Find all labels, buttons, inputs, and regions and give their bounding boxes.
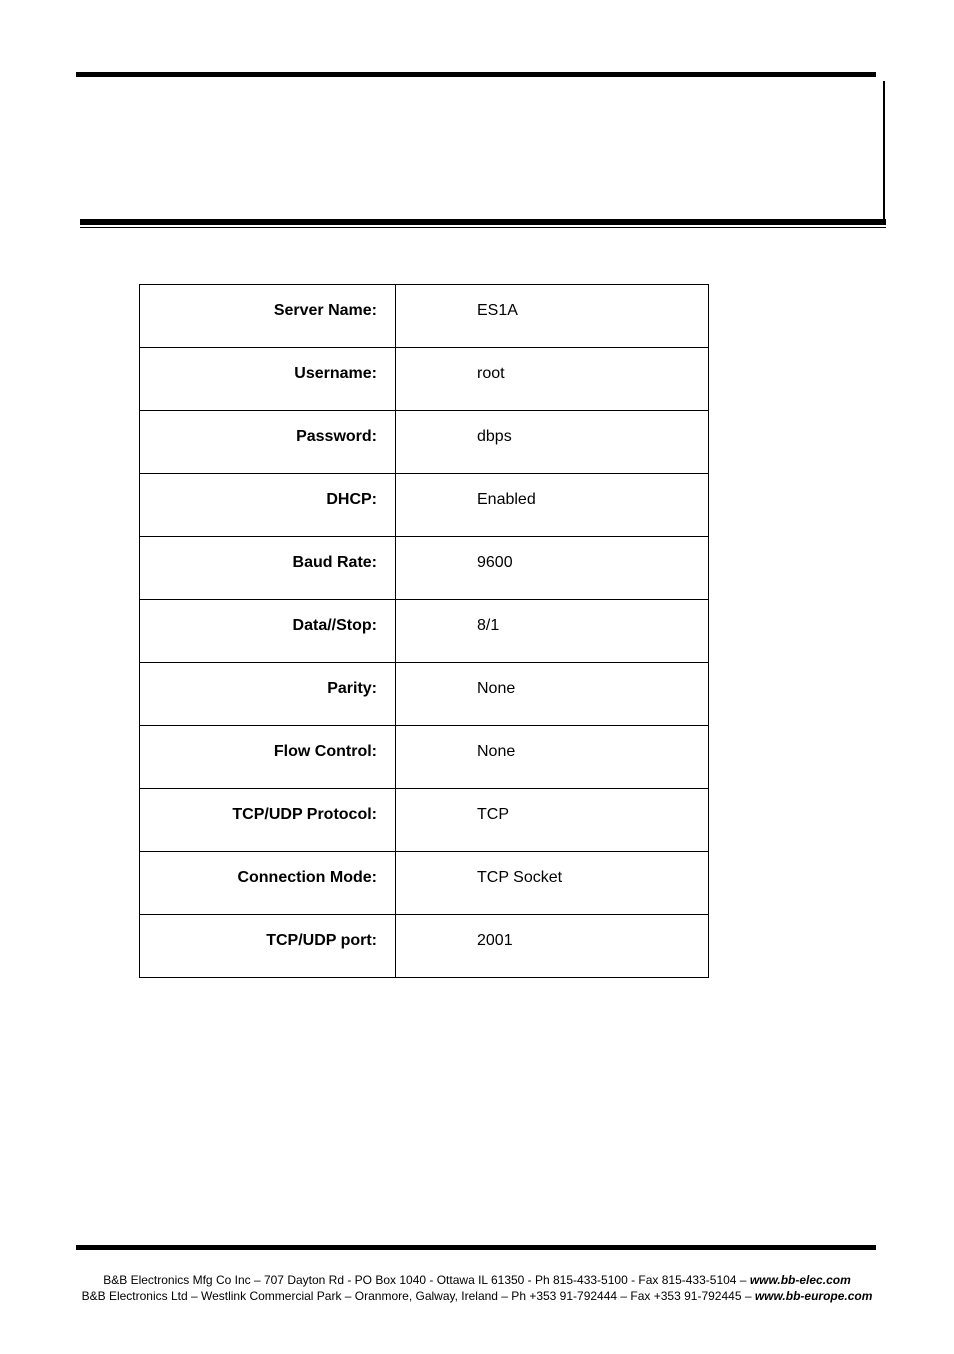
setting-label-password: Password:: [140, 411, 396, 474]
setting-value-tcp-udp-port: 2001: [396, 915, 709, 978]
settings-table: [139, 284, 709, 978]
setting-label-connection-mode: Connection Mode:: [140, 852, 396, 915]
setting-label-parity: Parity:: [140, 663, 396, 726]
footer-link-bb-elec[interactable]: www.bb-elec.com: [749, 1273, 851, 1287]
footer-link-bb-europe[interactable]: www.bb-europe.com: [754, 1289, 873, 1303]
table-row: [140, 852, 709, 915]
table-row: [140, 663, 709, 726]
setting-label-flow-control: Flow Control:: [140, 726, 396, 789]
setting-label-username: Username:: [140, 348, 396, 411]
setting-label-baud-rate: Baud Rate:: [140, 537, 396, 600]
header-side-rule: [883, 81, 885, 225]
setting-value-tcp-udp-protocol: TCP: [396, 789, 709, 852]
table-row: [140, 915, 709, 978]
header-bottom-thick-rule: [80, 219, 886, 225]
setting-label-tcp-udp-protocol: TCP/UDP Protocol:: [140, 789, 396, 852]
setting-value-parity: None: [396, 663, 709, 726]
setting-value-dhcp: Enabled: [396, 474, 709, 537]
setting-value-data-stop: 8/1: [396, 600, 709, 663]
setting-value-username: root: [396, 348, 709, 411]
footer-address-europe: B&B Electronics Ltd – Westlink Commercial Park – Oranmore, Galway, Ireland – Ph +353 91-792444 – Fax +353 91-792445 –: [81, 1289, 755, 1303]
setting-label-tcp-udp-port: TCP/UDP port:: [140, 915, 396, 978]
footer-rule: [76, 1245, 876, 1250]
table-row: [140, 537, 709, 600]
table-row: [140, 789, 709, 852]
setting-value-baud-rate: 9600: [396, 537, 709, 600]
setting-label-dhcp: DHCP:: [140, 474, 396, 537]
setting-label-server-name: Server Name:: [140, 285, 396, 348]
setting-label-data-stop: Data//Stop:: [140, 600, 396, 663]
table-row: [140, 726, 709, 789]
table-row: [140, 348, 709, 411]
table-row: [140, 285, 709, 348]
footer-line-europe: [0, 1288, 954, 1304]
header-bottom-thin-rule: [80, 227, 886, 228]
footer-address-us: B&B Electronics Mfg Co Inc – 707 Dayton Rd - PO Box 1040 - Ottawa IL 61350 - Ph 815-433-5100 - Fax 815-433-5104 –: [103, 1273, 750, 1287]
setting-value-flow-control: None: [396, 726, 709, 789]
setting-value-connection-mode: TCP Socket: [396, 852, 709, 915]
setting-value-password: dbps: [396, 411, 709, 474]
footer: [0, 1272, 954, 1304]
table-row: [140, 600, 709, 663]
footer-line-us: [0, 1272, 954, 1288]
table-row: [140, 474, 709, 537]
header-top-rule: [76, 72, 876, 77]
table-row: [140, 411, 709, 474]
setting-value-server-name: ES1A: [396, 285, 709, 348]
